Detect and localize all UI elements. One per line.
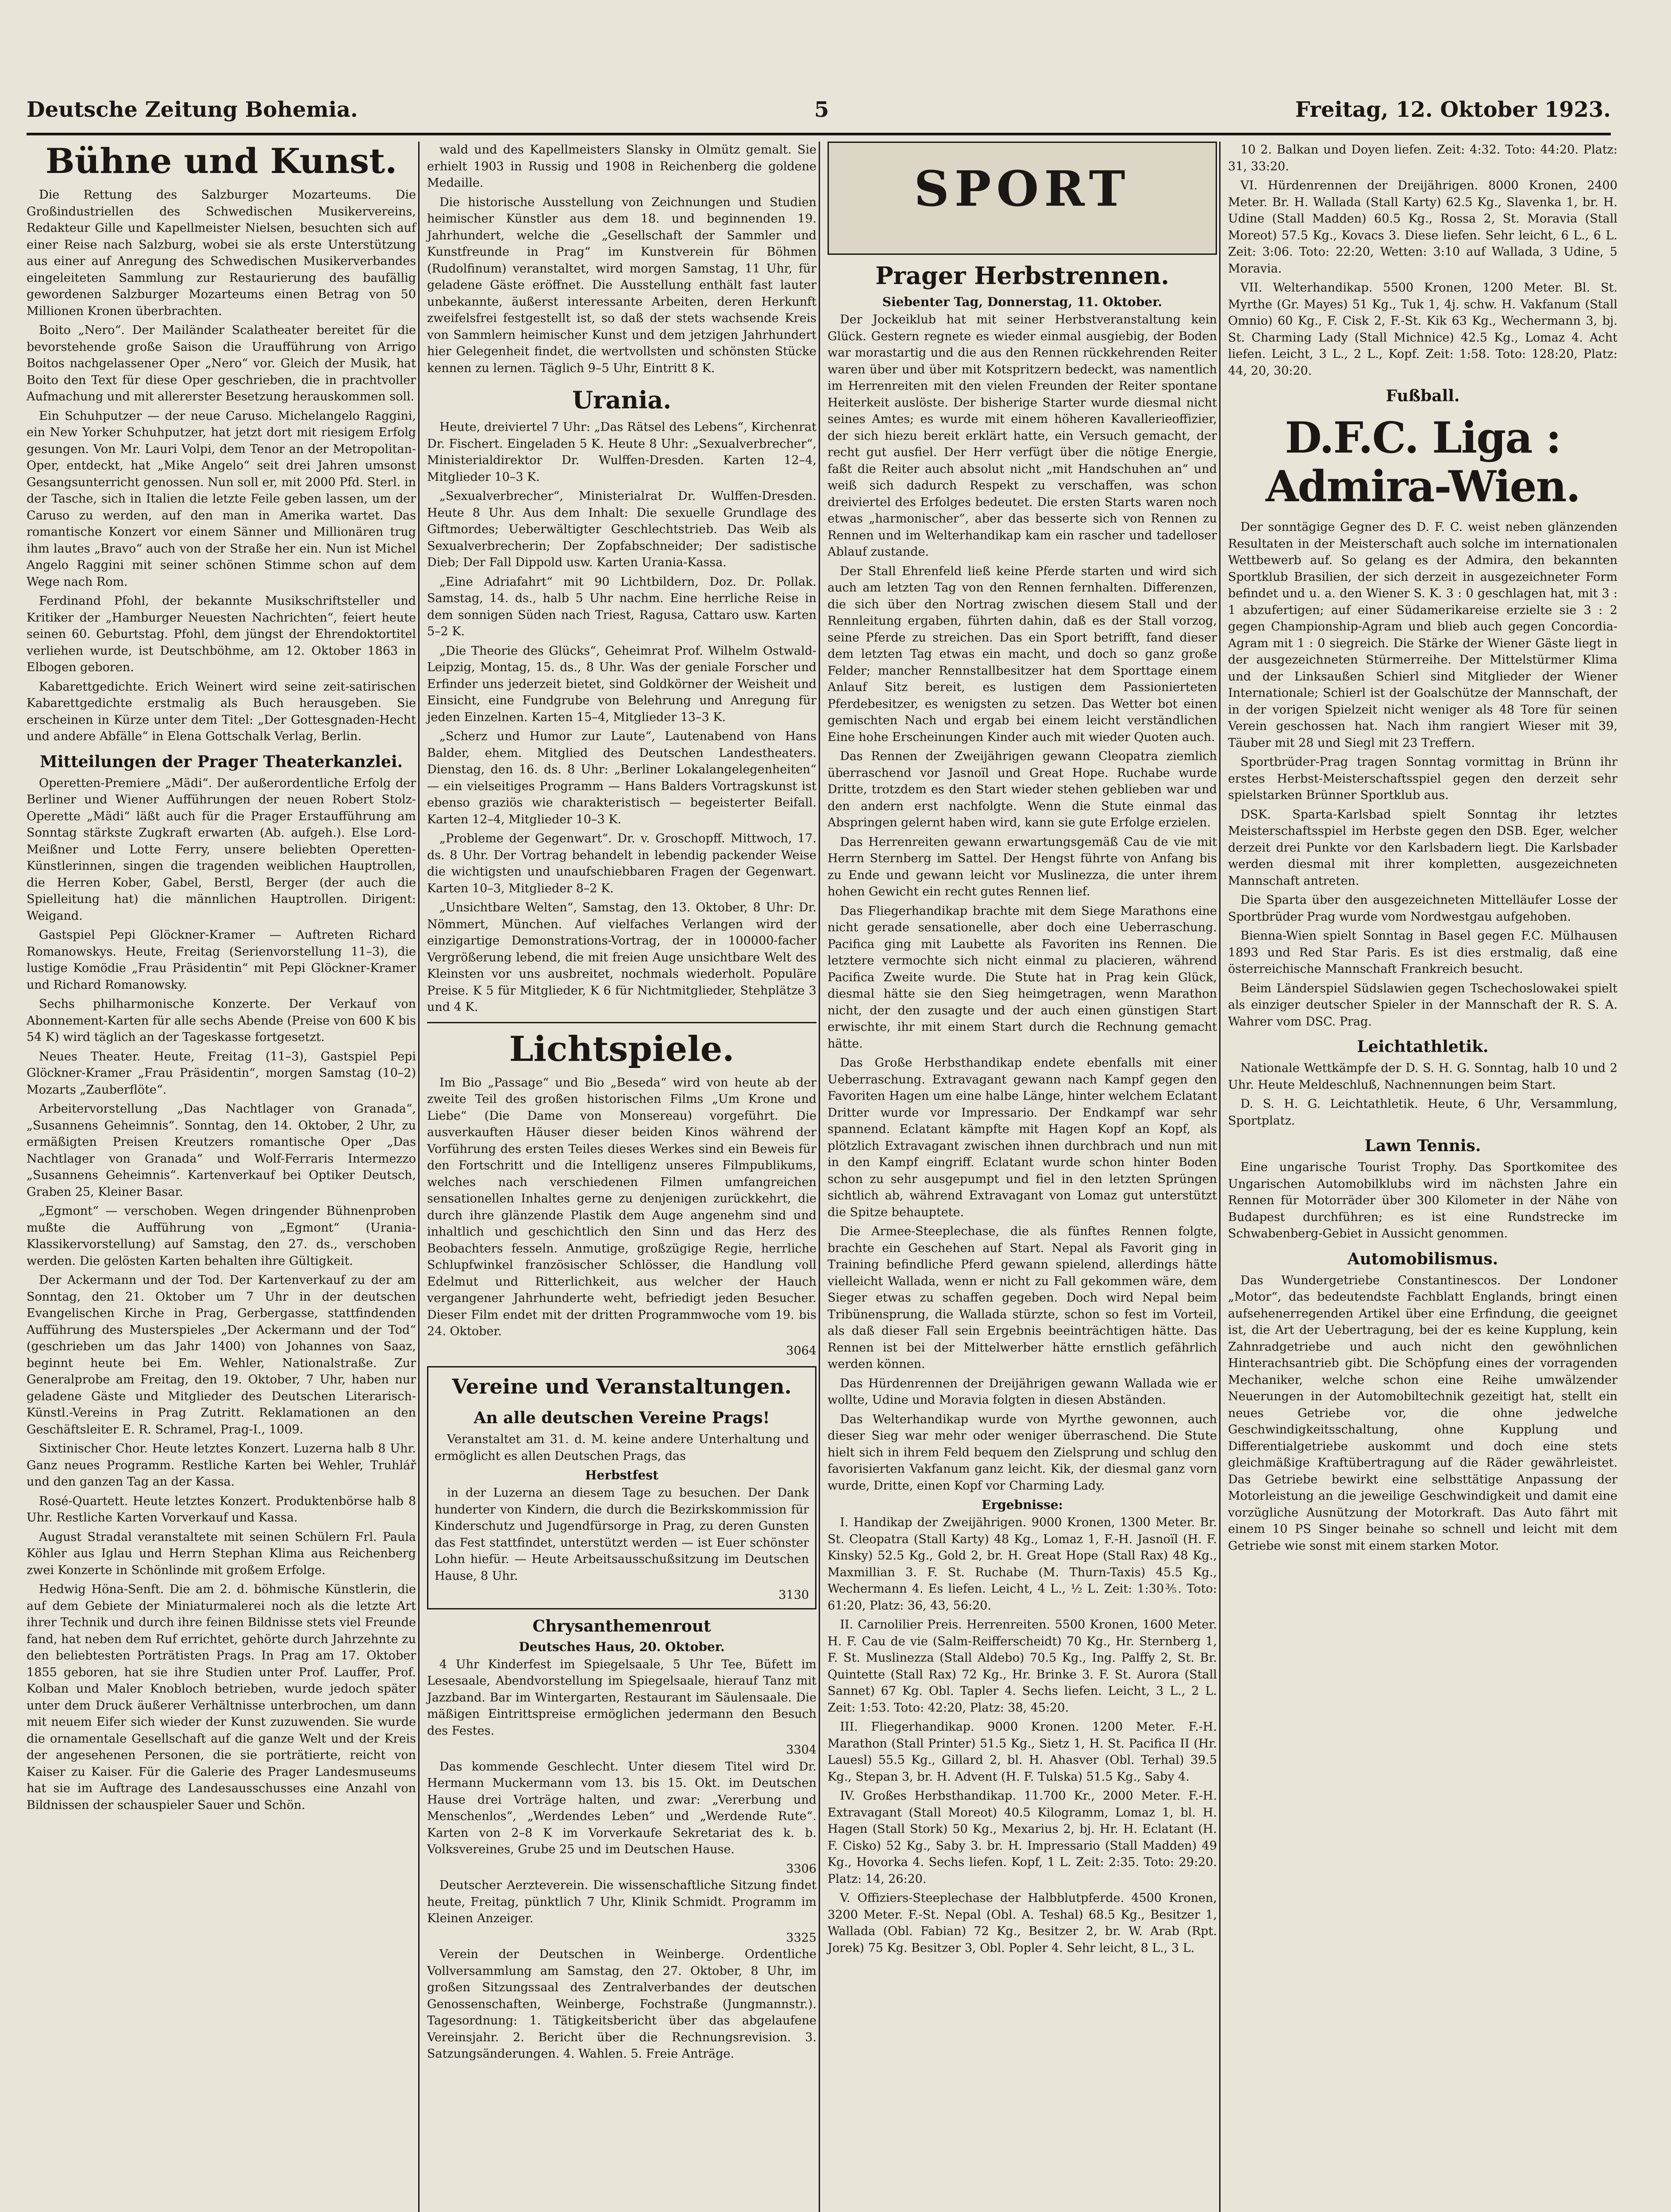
race-result: VI. Hürdenrennen der Dreijährigen. 8000 Kronen, 2400 Meter. Br. H. Wallada (Stall Karty) 62.5 Kg., Slavenka 1, br. H. Udine (Stall Madden) 60.5 Kg., Rossa 2, St. Moravia (Stall Moreot) 57.5 Kg., Kovacs 3. Diese liefen. Sehr leicht, 6 L., 6 L. Zeit: 3:06. Toto: 22:20, Wetten: 3:10 auf Wallada, 3 Udine, 5 Moravia. [1228, 179, 1617, 276]
article: Das Rennen der Zweijährigen gewann Cleopatra ziemlich überraschend vor Jasnoïl und Great Hope. Ruchabe wurde Dritte, trotzdem es den Start wieder stehen geblieben war und den andern erst nachfolgte. Wenn die Stute einmal das Abspringen gelernt haben wird, kann sie gute Erfolge erzielen. [828, 749, 1217, 830]
section-title-leichtathletik: Leichtathletik. [1357, 1037, 1489, 1056]
page-number: 5 [814, 97, 829, 122]
article: August Stradal veranstaltete mit seinen Schülern Frl. Paula Köhler aus Iglau und Herrn Stephan Klima aus Reichenberg zwei Konzerte in Schönlinde mit großem Erfolge. [27, 1530, 416, 1577]
separator [427, 1022, 816, 1023]
race-result: 10 2. Balkan und Doyen liefen. Zeit: 4:32. Toto: 44:20. Platz: 31, 33:20. [1228, 143, 1617, 173]
article: Die Armee-Steeplechase, die als fünftes Rennen folgte, brachte ein Geschehen auf Start. Nepal als Favorit ging in Training befindliche Pferd gewann spielend, allerdings hätte vielleicht Wallada, wenn er nicht zu Fall gekommen wäre, dem Sieger etwas zu schaffen gegeben. Doch wird Nepal beim Tribünensprung, die Wallada stürzte, schon so fest im Vorteil, als daß dieser Fall sein Ergebnis beeinträchtigen hätte. Das Rennen ist bei der Mittelwerber hätte ernstlich gefährlich werden können. [828, 1225, 1217, 1371]
article: Der Jockeiklub hat mit seiner Herbstveranstaltung kein Glück. Gestern regnete es wieder einmal ausgiebig, der Boden war morastartig und die aus den Rennen rückkehrenden Reiter waren über und über mit Kotspritzern bedeckt, was namentlich im Herrenreiten mit den vielen Freunden der Reiter spontane Heiterkeit auslöste. Der bisherige Starter wurde diesmal nicht seines Amtes; es wurde mit einem höheren Kavallerieoffizier, der sich hiezu bereit erklärt hatte, ein Versuch gemacht, der recht gut ausfiel. Der Herr verfügt über die nötige Energie, faßt die Reiter auch absolut nicht „mit Handschuhen an“ und weiß sich dadurch Respekt zu verschaffen, was schon dreiviertel des Erfolges bedeutet. Die ersten Starts waren noch etwas „harmonischer“, aber das besserte sich von Rennen zu Rennen und im Welterhandikap kam ein rascher und tadelloser Ablauf zustande. [828, 313, 1217, 559]
race-result: III. Fliegerhandikap. 9000 Kronen. 1200 Meter. F.-H. Marathon (Stall Printer) 51.5 Kg., Sietz 1, H. St. Pacifica II (Hr. Lauesl) 55.5 Kg., Gillard 2, bl. H. Ahasver (Obl. Terhal) 39.5 Kg., Stepan 3, br. H. Advent (H. F. Tulska) 51.5 Kg., Saby 4. [828, 1720, 1217, 1784]
race-result: VII. Welterhandikap. 5500 Kronen, 1200 Meter. Bl. St. Myrthe (Gr. Mayes) 51 Kg., Tuk 1, 4j. schw. H. Vakfanum (Stall Omnio) 60 Kg., F. Cisk 2, F.-St. Kik 63 Kg., Wechermann 3, bj. St. Charming Lady (Stall Michnice) 42.5 Kg., Lomaz 4. Acht liefen. Leicht, 3 L., 2 L., Kopf. Zeit: 1:58. Toto: 128:20, Platz: 44, 20, 30:20. [1228, 281, 1617, 378]
article: D. S. H. G. Leichtathletik. Heute, 6 Uhr, Versammlung, Sportplatz. [1228, 1097, 1617, 1128]
article: Der sonntägige Gegner des D. F. C. weist neben glänzenden Resultaten in der Meisterschaft auch solche im internationalen Wettbewerb auf. So gelang es der Admira, den bekannten Sportklub Brasilien, der sich derzeit in ausgezeichneter Form befindet und u. a. den Wiener S. K. 3 : 0 geschlagen hat, mit 3 : 1 abzufertigen; auf einer Südamerikareise erzielte sie 3 : 2 gegen Championship-Agram und blieb auch gegen Concordia-Agram mit 1 : 0 siegreich. Die Stärke der Wiener Gäste liegt in der ausgezeichneten Stürmerreihe. Der Mittelstürmer Klima und der Linksaußen Schierl sind Mitglieder der Wiener Internationale; Schierl ist der Goalschütze der Mannschaft, der in der vorigen Spielzeit nicht weniger als 48 Tore für seinen Verein geschossen hat. Nach ihm rangiert Wieser mit 39, Täuber mit 28 und Siegl mit 23 Treffern. [1228, 520, 1617, 750]
section-title-herbstrennen: Prager Herbstrennen. [875, 261, 1170, 290]
ergebnisse-title: Ergebnisse: [982, 1498, 1063, 1512]
article: Der Stall Ehrenfeld ließ keine Pferde starten und wird sich auch am letzten Tag von den Rennen fernhalten. Differenzen, die sich über den Nortrag zwischen diesem Stall und der Rennleitung ergaben, führten dahin, daß es der Stall vorzog, seine Pferde zu streichen. Das ein Sport betrifft, fand dieser dem letzten Tag etwas ein macht, und doch so ganz große Felder; mancher Rennstallbesitzer hat dem Sporttage einem Anlauf Sitz bereit, es lustigen dem Passionierteten Pferdebesitzer, es wenigsten zu setzen. Das Wetter bot einen gemischten Nach und ergab bei einem leicht verständlichen Eine hohe Erscheinungen Kinder auch mit wieder Quoten auch. [828, 564, 1217, 744]
herbstrennen-subtitle: Siebenter Tag, Donnerstag, 11. Oktober. [882, 295, 1163, 309]
column-divider [819, 142, 820, 2212]
article: Kabarettgedichte. Erich Weinert wird seine zeit-satirischen Kabarettgedichte erstmalig als Buch herausgeben. Sie erscheinen in Kürze unter dem Titel: „Der Gottesgnaden-Hecht und andere Abfälle“ in Elena Gottschalk Verlag, Berlin. [27, 680, 416, 743]
chrysanthemen-subtitle: Deutsches Haus, 20. Oktober. [519, 1639, 725, 1654]
race-result: IV. Großes Herbsthandikap. 11.700 Kr., 2000 Meter. F.-H. Extravagant (Stall Moreot) 40.5 Kilogramm, Lomaz 1, bl. H. Hagen (Stall Stork) 50 Kg., Mexarius 2, bj. Hr. H. Eclatant (H. F. Cisko) 52 Kg., Saby 3. br. H. Impressario (Stall Madden) 49 Kg., Hovorka 4. Sechs liefen. Kopf, 1 L. Zeit: 2:35. Toto: 29:20. Platz: 14, 26:20. [828, 1789, 1217, 1886]
article: Boito „Nero“. Der Mailänder Scalatheater bereitet für die bevorstehende große Saison die Uraufführung von Arrigo Boitos nachgelassener Oper „Nero“ vor. Gleich der Musik, hat Boito den Text für diese Oper geschrieben, die in prachtvoller Aufmachung und mit allererster Besetzung herauskommen soll. [27, 323, 416, 403]
article: „Die Theorie des Glücks“, Geheimrat Prof. Wilhelm Ostwald-Leipzig, Montag, 15. ds., 8 Uhr. Was der geniale Forscher und Erfinder uns jederzeit bietet, sind Goldkörner der Weisheit und Einsicht, eine Fundgrube von Belehrung und Anregung für jeden Einzelnen. Karten 15–4, Mitglieder 13–3 K. [427, 644, 816, 724]
article: Deutscher Aerzteverein. Die wissenschaftliche Sitzung findet heute, Freitag, pünktlich 7 Uhr, Klinik Schmidt. Programm im Kleinen Anzeiger. [427, 1878, 816, 1925]
article: Neues Theater. Heute, Freitag (11–3), Gastspiel Pepi Glöckner-Kramer „Frau Präsidentin“, morgen Samstag (10–2) Mozarts „Zauberflöte“. [27, 1049, 416, 1097]
article: Die historische Ausstellung von Zeichnungen und Studien heimischer Künstler aus dem 18. und beginnenden 19. Jahrhundert, welche die „Gesellschaft der Sammler und Kunstfreunde in Prag“ im Kunstverein für Böhmen (Rudolfinum) veranstaltet, wird morgen Samstag, 11 Uhr, für geladene Gäste eröffnet. Die Ausstellung enthält fast lauter unbekannte, äußerst interessante Arbeiten, deren Herkunft zweifelsfrei festgestellt ist, so daß der stets wachsende Kreis von Sammlern heimischer Kunst und dem jetzigen Jahrhundert hier Gelegenheit findet, die wertvollsten und schönsten Stücke kennen zu lernen. Täglich 9–5 Uhr, Eintritt 8 K. [427, 195, 816, 375]
article: Ferdinand Pfohl, der bekannte Musikschriftsteller und Kritiker der „Hamburger Neuesten Nachrichten“, feiert heute seinen 60. Geburtstag. Pfohl, dem jüngst der Ehrendoktortitel verliehen wurde, ist Deutschböhme, am 12. Oktober 1863 in Elbogen geboren. [27, 594, 416, 674]
article: Arbeitervorstellung „Das Nachtlager von Granada“, „Susannens Geheimnis“. Sonntag, den 14. Oktober, 2 Uhr, zu ermäßigten Preisen Kreutzers romantische Oper „Das Nachtlager von Granada“ und Wolf-Ferraris Intermezzo „Susannens Geheimnis“. Kartenverkauf bei Optiker Deutsch, Graben 25, Kleiner Basar. [27, 1102, 416, 1199]
headline-dfc-admira: D.F.C. Liga : Admira-Wien. [1266, 413, 1580, 511]
article: „Unsichtbare Welten“, Samstag, den 13. Oktober, 8 Uhr: Dr. Nömmert, München. Auf vielfaches Verlangen wird der einzigartige Demonstrations-Vortrag, der in 100000-facher Vergrößerung lebend, die mit freien Auge unsichtbare Welt des Kleinsten vor uns ausbreitet, nochmals wiederholt. Populäre Preise. K 5 für Mitglieder, K 6 für Nichtmitglieder, Stehplätze 3 und 4 K. [427, 901, 816, 1014]
issue-date: Freitag, 12. Oktober 1923. [1295, 97, 1611, 122]
article: „Egmont“ — verschoben. Wegen dringender Bühnenproben mußte die Aufführung von „Egmont“ (Urania-Klassikervorstellung) auf Samstag, den 27. ds., verschoben werden. Die gelösten Karten behalten ihre Gültigkeit. [27, 1204, 416, 1268]
article: Die Rettung des Salzburger Mozarteums. Die Großindustriellen des Schwedischen Musikervereins, Redakteur Gille und Kapellmeister Nielsen, besuchten sich auf einer Reise nach Salzburg, wobei sie als erste Unterstützung aus einer auf Anregung des Schwedischen Musikerverbandes eingeleiteten Sammlung zur Restaurierung des baufällig gewordenen Salzburger Mozarteums einen Betrag von 50 Millionen Kronen überbrachten. [27, 188, 416, 318]
article: Das Hürdenrennen der Dreijährigen gewann Wallada wie er wollte, Udine und Moravia folgten in diesen Abständen. [828, 1376, 1217, 1407]
article: Verein der Deutschen in Weinberge. Ordentliche Vollversammlung am Samstag, den 27. Oktober, 8 Uhr, im großen Sitzungssaal des Zentralverbandes der deutschen Genossenschaften, Weinberge, Fochstraße (Jungmannstr.). Tagesordnung: 1. Tätigkeitsbericht über das abgelaufene Vereinsjahr. 2. Bericht über die Rechnungsrevision. 3. Satzungsänderungen. 4. Wahlen. 5. Freie Anträge. [427, 1947, 816, 2061]
article: Gastspiel Pepi Glöckner-Kramer — Auftreten Richard Romanowskys. Heute, Freitag (Serienvorstellung 11–3), die lustige Komödie „Frau Präsidentin“ mit Pepi Glöckner-Kramer und Richard Romanowsky. [27, 928, 416, 992]
column-1 [27, 142, 416, 1816]
vereine-box [427, 1366, 816, 1609]
section-title-automobilismus: Automobilismus. [1347, 1249, 1498, 1268]
column-divider [1219, 142, 1221, 2212]
sport-logo-text: SPORT [914, 160, 1131, 217]
article: Im Bio „Passage“ und Bio „Beseda“ wird von heute ab der zweite Teil des großen historischen Films „Um Krone und Liebe“ (Die Dame von Monsereau) vorgeführt. Die ausverkauften Häuser dieser beiden Kinos während der Vorführung des ersten Teiles dieses Werkes sind ein Beweis für den Fortschritt und die Intelligenz unseres Filmpublikums, welches nach verschiedenen Filmen umfangreichen sensationellen Inhaltes gerne zu denjenigen zurückkehrt, die durch ihre glänzende Plastik dem Auge angenehm sind und inhaltlich und geschichtlich den Sinn und das Herz des Beobachters fesseln. Anmutige, großzügige Regie, herrliche Schlupfwinkel französischer Schlösser, die Handlung voll Edelmut und Ritterlichkeit, aus welcher der Hauch vergangener Jahrhunderte weht, befriedigt jeden Besucher. Dieser Film endet mit der dritten Programmwoche vom 19. bis 24. Oktober. [427, 1075, 816, 1338]
article: Beim Länderspiel Südslawien gegen Tschechoslowakei spielt als einziger deutscher Spieler in der Mannschaft der R. S. A. Wahrer vom DSC. Prag. [1228, 981, 1617, 1029]
chrysanthemen-title: Chrysanthemenrout [532, 1617, 711, 1636]
article: Operetten-Premiere „Mädi“. Der außerordentliche Erfolg der Berliner und Wiener Aufführungen der neuen Robert Stolz-Operette „Mädi“ läßt auch für die Prager Erstaufführung am Sonntag stärkste Zugkraft erwarten (Ab. aufgeh.). Else Lord-Meißner und Lotte Ferry, unsere beliebten Operetten-Künstlerinnen, singen die tragenden weiblichen Hauptrollen, die Herren Kober, Gabel, Berstl, Berger (der auch die Spielleitung hat) die männlichen Hauptrollen. Dirigent: Weigand. [27, 776, 416, 923]
race-result: I. Handikap der Zweijährigen. 9000 Kronen, 1300 Meter. Br. St. Cleopatra (Stall Karty) 48 Kg., Lomaz 1, F.-H. Jasnoïl (H. F. Kinsky) 52.5 Kg., Gold 2, br. H. Great Hope (Stall Rax) 48 Kg., Maxmillian 3. F. St. Ruchabe (M. Thurn-Taxis) 45.5 Kg., Wechermann 4. Es liefen. Leicht, 4 L., ½ L. Zeit: 1:30⅗. Toto: 61:20, Platz: 36, 43, 56:20. [828, 1516, 1217, 1613]
ad-number: 3325 [786, 1931, 816, 1945]
article: Bienna-Wien spielt Sonntag in Basel gegen F.C. Mülhausen 1893 und Red Star Paris. Es ist dies erstmalig, daß eine österreichische Mannschaft Frankreich besucht. [1228, 929, 1617, 976]
section-title-vereine: Vereine und Veranstaltungen. [452, 1375, 792, 1398]
article: „Sexualverbrecher“, Ministerialrat Dr. Wulffen-Dresden. Heute 8 Uhr. Aus dem Inhalt: Die sexuelle Grundlage des Giftmordes; Ueberwältigter Geschlechtstrieb. Das Weib als Sexualverbrecherin; Der Zopfabschneider; Der sadistische Dieb; Der Fall Dippold usw. Karten Urania-Kassa. [427, 489, 816, 569]
newspaper-name: Deutsche Zeitung Bohemia. [27, 97, 358, 122]
sport-logo [828, 142, 1217, 255]
section-title-lawn-tennis: Lawn Tennis. [1364, 1137, 1481, 1155]
article: Die Sparta über den ausgezeichneten Mittelläufer Losse der Sportbrüder Prag wurde vom Nordwestgau aufgehoben. [1228, 893, 1617, 924]
section-title-buehne: Bühne und Kunst. [45, 141, 397, 181]
article: Rosé-Quartett. Heute letztes Konzert. Produktenbörse halb 8 Uhr. Restliche Karten Vorverkauf und Kassa. [27, 1494, 416, 1525]
article: DSK. Sparta-Karlsbad spielt Sonntag ihr letztes Meisterschaftsspiel im Herbste gegen den DSB. Eger, welcher derzeit drei Punkte vor den Karlsbadern liegt. Die Karlsbader werden diesmal mit ihrer kompletten, ausgezeichneten Mannschaft antreten. [1228, 807, 1617, 888]
article: Nationale Wettkämpfe der D. S. H. G. Sonntag, halb 10 und 2 Uhr. Heute Meldeschluß, Nachnennungen beim Start. [1228, 1061, 1617, 1092]
article: Der Ackermann und der Tod. Der Kartenverkauf zu der am Sonntag, den 21. Oktober um 7 Uhr in der deutschen Evangelischen Kirche in Prag, Gerbergasse, stattfindenden Aufführung des Musterspieles „Der Ackermann und der Tod“ (geschrieben um das Jahr 1400) von Johannes von Saaz, beginnt heute bei Em. Wehler, Nationalstraße. Zur Generalprobe am Freitag, den 19. Oktober, 7 Uhr, haben nur geladene Gäste und Mitglieder des Deutschen Literarisch-Künstl.-Vereins in Prag Zutritt. Reklamationen an den Geschäftsleiter E. R. Schramel, Prag-I., 1009. [27, 1273, 416, 1436]
column-divider [418, 142, 420, 2212]
ad-number: 3306 [786, 1862, 816, 1876]
article: Eine ungarische Tourist Trophy. Das Sportkomitee des Ungarischen Automobilklubs wird im nächsten Jahre ein Rennen für Motorräder über 300 Kilometer in der Nähe von Budapest durchführen; es ist eine Rundstrecke im Schwabenberg-Gebiet in Aussicht genommen. [1228, 1160, 1617, 1240]
article: wald und des Kapellmeisters Slansky in Olmütz gemalt. Sie erhielt 1903 in Russig und 1908 in Reichenberg die goldene Medaille. [427, 143, 816, 190]
article: Sportbrüder-Prag tragen Sonntag vormittag in Brünn ihr erstes Herbst-Meisterschaftsspiel gegen den derzeit sehr spielstarken Brünner Sportklub aus. [1228, 755, 1617, 802]
article: „Eine Adriafahrt“ mit 90 Lichtbildern, Doz. Dr. Pollak. Samstag, 14. ds., halb 5 Uhr nachm. Eine herrliche Reise in dem sonnigen Süden nach Triest, Ragusa, Cattaro usw. Karten 5–2 K. [427, 575, 816, 638]
subsection-title: Mitteilungen der Prager Theaterkanzlei. [39, 752, 403, 771]
section-title-urania: Urania. [572, 386, 672, 414]
article: Das Welterhandikap wurde von Myrthe gewonnen, auch dieser Sieg war mehr oder weniger überraschend. Die Stute hielt sich in ihrem Feld bequem den Zielsprung und schlug den favorisierten Vakfanum ganz leicht. Kik, der diesmal ganz vorn wurde, Dritte, einen Kopf vor Charming Lady. [828, 1412, 1217, 1493]
article: „Probleme der Gegenwart“. Dr. v. Groschopff. Mittwoch, 17. ds. 8 Uhr. Der Vortrag behandelt in lebendig packender Weise die wichtigsten und unaufschiebbaren Fragen der Gegenwart. Karten 10–3, Mitglieder 8–2 K. [427, 832, 816, 895]
column-3 [828, 142, 1217, 1959]
ad-number: 3130 [778, 1588, 809, 1602]
article: Das Fliegerhandikap brachte mit dem Siege Marathons eine nicht gerade sensationelle, aber doch eine Ueberraschung. Pacifica ging mit Laubette als Favoriten ins Rennen. Die letztere vermochte sich nicht einmal zu placieren, während Pacifica Zweite wurde. Die Stute hat in Prag kein Glück, diesmal hätte sie den Sieg heimgetragen, wenn Marathon nicht, der den zusagte und der auch einen günstigen Start erwischte, ihr mit einem Start durch die Rechnung gemacht hätte. [828, 904, 1217, 1051]
article: Veranstaltet am 31. d. M. keine andere Unterhaltung und ermöglicht es allen Deutschen Prags, das [435, 1432, 809, 1463]
article: „Scherz und Humor zur Laute“, Lautenabend von Hans Balder, ehem. Mitglied des Deutschen Landestheaters. Dienstag, den 16. ds. 8 Uhr: „Berliner Lokalangelegenheiten“ — ein vielseitiges Programm — Hans Balders Vortragskunst ist ebenso graziös wie charakteristisch — begeisterter Beifall. Karten 12–4, Mitglieder 10–3 K. [427, 730, 816, 826]
article: Das Herrenreiten gewann erwartungsgemäß Cau de vie mit Herrn Sternberg im Sattel. Der Hengst führte von Anfang bis zu Ende und gewann leicht vor Muslinezza, die unter ihrem hohen Gewicht ein recht gutes Rennen lief. [828, 835, 1217, 899]
article: Sixtinischer Chor. Heute letztes Konzert. Luzerna halb 8 Uhr. Ganz neues Programm. Restliche Karten bei Wehler, Truhlář und den ganzen Tag an der Kassa. [27, 1442, 416, 1489]
race-result: V. Offiziers-Steeplechase der Halbblutpferde. 4500 Kronen, 3200 Meter. F.-St. Nepal (Obl. A. Teshal) 68.5 Kg., Besitzer 1, Wallada (Obl. Fabian) 72 Kg., Besitzer 2, br. W. Arab (Rpt. Jorek) 75 Kg. Besitzer 3, Obl. Popler 4. Sehr leicht, 8 L., 3 L. [828, 1891, 1217, 1955]
section-title-lichtspiele: Lichtspiele. [509, 1029, 735, 1069]
article: in der Luzerna an diesem Tage zu besuchen. Der Dank hunderter von Kindern, die durch die Bezirkskommission für Kinderschutz und Jugendfürsorge in Prag, zu deren Gunsten das Fest stattfindet, unterstützt werden — ist Euer schönster Lohn hiefür. — Heute Arbeitsausschußsitzung im Deutschen Hause, 8 Uhr. [435, 1486, 809, 1583]
ad-number: 3304 [786, 1743, 816, 1757]
article: 4 Uhr Kinderfest im Spiegelsaale, 5 Uhr Tee, Büfett im Lesesaale, Abendvorstellung im Spiegelsaale, hierauf Tanz mit Jazzband. Bar im Wintergarten, Restaurant im Säulensaale. Die mäßigen Eintrittspreise ermöglichen jedermann den Besuch des Festes. [427, 1657, 816, 1738]
vereine-subtitle: An alle deutschen Vereine Prags! [474, 1409, 770, 1427]
article: Ein Schuhputzer — der neue Caruso. Michelangelo Raggini, ein New Yorker Schuhputzer, hat jetzt dort mit riesigem Erfolg gesungen. Von Mr. Lauri Volpi, dem Tenor an der Metropolitan-Oper, entdeckt, hat „Mike Angelo“ seit drei Jahren umsonst Gesangsunterricht genossen. Nun soll er, mit 2000 Pfd. Sterl. in der Tasche, sich in Italien die letzte Feile geben lassen, um der Caruso zu werden, auf den man in Amerika wartet. Das romantische Konzert vor einem Sänner und Millionären trug ihm lautes „Bravo“ auch von der Straße her ein. Nun ist Michel Angelo Raggini mit seiner schönen Stimme schon auf dem Wege nach Rom. [27, 409, 416, 589]
column-2 [427, 142, 816, 2065]
herbstfest-title: Herbstfest [585, 1468, 658, 1482]
article: Heute, dreiviertel 7 Uhr: „Das Rätsel des Lebens“, Kirchenrat Dr. Fischert. Eingeladen 5 K. Heute 8 Uhr: „Sexualverbrecher“, Ministerialdirektor Dr. Wulffen-Dresden. Karten 12–4, Mitglieder 10–3 K. [427, 420, 816, 484]
article: Das kommende Geschlecht. Unter diesem Titel wird Dr. Hermann Muckermann vom 13. bis 15. Okt. im Deutschen Hause drei Vorträge halten, und zwar: „Vererbung und Menschenlos“, „Werdendes Leben“ und „Werdende Rute“. Karten von 2–8 K im Vorverkaufe Sekretariat des k. b. Volksvereines, Grube 25 und im Deutschen Hause. [427, 1759, 816, 1856]
article: Hedwig Höna-Senft. Die am 2. d. böhmische Künstlerin, die auf dem Gebiete der Miniaturmalerei noch als die letzte Art ihrer Technik und durch ihre feinen Bildnisse stets viel Freunde fand, hat neben dem Ruf errichtet, gehörte durch Jahrzehnte zu den beliebtesten Porträtisten Prags. In Prag am 17. Oktober 1855 geboren, hat sie ihre Studien unter Prof. Lauffer, Prof. Kolban und Maler Knobloch betrieben, wurde jedoch später unter dem Druck äußerer Verhältnisse unterbrochen, um dann mit neuem Eifer sich wieder der Kunst zuzuwenden. Sie wurde die ornamentale Gesellschaft auf die ganze Welt und der Kreis der angesehenen Personen, die sie porträtierte, reicht von Kaiser zu Kaiser. Für die Galerie des Prager Landesmuseums hat sie im Auftrage des Landesausschusses eine Anzahl von Bildnissen der schauspieler Sauer und Schön. [27, 1582, 416, 1812]
column-4 [1228, 142, 1617, 1557]
article: Das Wundergetriebe Constantinescos. Der Londoner „Motor“, das bedeutendste Fachblatt Englands, bringt einen aufsehenerregenden Artikel über eine Erfindung, die geeignet ist, die Art der Uebertragung, bei der es keine Kupplung, kein Zahnradgetriebe und auch nicht den gewöhnlichen Hinterachsantrieb gibt. Die Schöpfung eines der vorragenden Mechaniker, welche schon eine Reihe umwälzender Neuerungen in der Automobiltechnik gezeitigt hat, stellt ein neues Getriebe vor, die ohne jedwelche Geschwindigkeitsschaltung, ohne Kupplung und Differentialgetriebe auskommt und doch eine stets gleichmäßige Kraftübertragung auf die Räder gewährleistet. Das Getriebe bewirkt eine selbsttätige Anpassung der Motorleistung an die jeweilige Geschwindigkeit und damit eine vorzügliche Ausnützung der Motorkraft. Das Auto fährt mit einem 10 PS Singer beinahe so schnell und leicht mit dem Getriebe wie sonst mit einem starken Motor. [1228, 1273, 1617, 1553]
article: Sechs philharmonische Konzerte. Der Verkauf von Abonnement-Karten für alle sechs Abende (Preise von 600 K bis 54 K) wird täglich an der Tageskasse fortgesetzt. [27, 997, 416, 1044]
header-rule [27, 133, 1611, 135]
article: Das Große Herbsthandikap endete ebenfalls mit einer Ueberraschung. Extravagant gewann nach Kampf gegen den Favoriten Hagen um eine halbe Länge, hinter welchem Eclatant Dritter wurde vor Impressario. Der Endkampf war sehr spannend. Eclatant kämpfte mit Hagen Kopf an Kopf, als plötzlich Extravagant zwischen ihnen durchbrach und nun mit in den Kampf eingriff. Eclatant wurde schon hinter Boden schon zu sehr ausgepumpt und fiel in den letzten Sprüngen sichtlich ab, während Extravagant von Lomaz gut unterstützt die Spitze behauptete. [828, 1056, 1217, 1219]
race-result: II. Carnolilier Preis. Herrenreiten. 5500 Kronen, 1600 Meter. H. F. Cau de vie (Salm-Reifferscheidt) 70 Kg., Hr. Sternberg 1, F. St. Muslinezza (Stall Aldebo) 70.5 Kg., Ing. Palffy 2, St. Br. Quintette (Stall Rax) 72 Kg., Hr. Brinke 3. F. St. Aurora (Stall Sannet) 67 Kg. Obl. Tapler 4. Sechs liefen. Leicht, 3 L., 2 L. Zeit: 1:53. Toto: 42:20, Platz: 38, 45:20. [828, 1618, 1217, 1715]
page-header [27, 97, 1611, 128]
ad-number: 3064 [786, 1344, 816, 1358]
section-title-fussball: Fußball. [1386, 387, 1460, 405]
